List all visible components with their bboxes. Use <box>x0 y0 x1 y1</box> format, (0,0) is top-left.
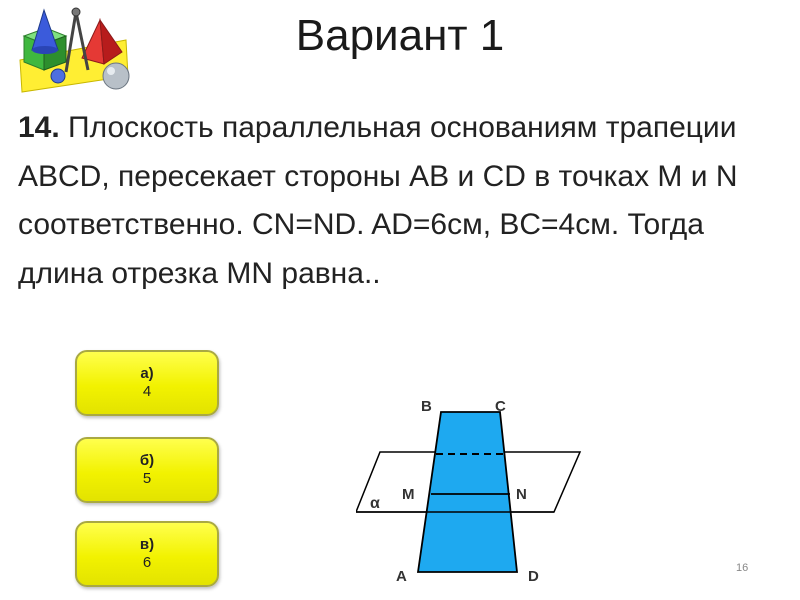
label-b: B <box>421 398 432 415</box>
answer-value: 4 <box>142 383 152 400</box>
label-m: M <box>402 486 415 503</box>
answer-value: 5 <box>142 470 152 487</box>
answer-letter: б) <box>139 452 155 469</box>
answer-letter: в) <box>139 536 155 553</box>
geometry-shapes-compass-icon <box>14 6 132 96</box>
answer-letter: а) <box>140 365 154 382</box>
trapezoid-plane-figure <box>356 388 596 588</box>
label-d: D <box>528 568 539 585</box>
trapezoid-abcd <box>418 412 517 572</box>
label-a: A <box>396 568 407 585</box>
label-alpha: α <box>370 495 380 512</box>
answer-button-c[interactable] <box>75 521 219 587</box>
problem-statement <box>18 104 793 298</box>
answer-value: 6 <box>142 554 152 571</box>
answer-button-b[interactable] <box>75 437 219 503</box>
answer-button-a[interactable] <box>75 350 219 416</box>
problem-number: 14. <box>18 111 60 144</box>
problem-text: Плоскость параллельная основаниям трапеции ABCD, пересекает стороны AB и CD в точках M и N соответственно. CN=ND. AD=6см, BC=4см. Тогда длина отрезка MN равна.. <box>18 111 738 290</box>
slide-title: Вариант 1 <box>295 11 505 60</box>
label-c: C <box>495 398 506 415</box>
page-number: 16 <box>736 562 749 574</box>
label-n: N <box>516 486 527 503</box>
